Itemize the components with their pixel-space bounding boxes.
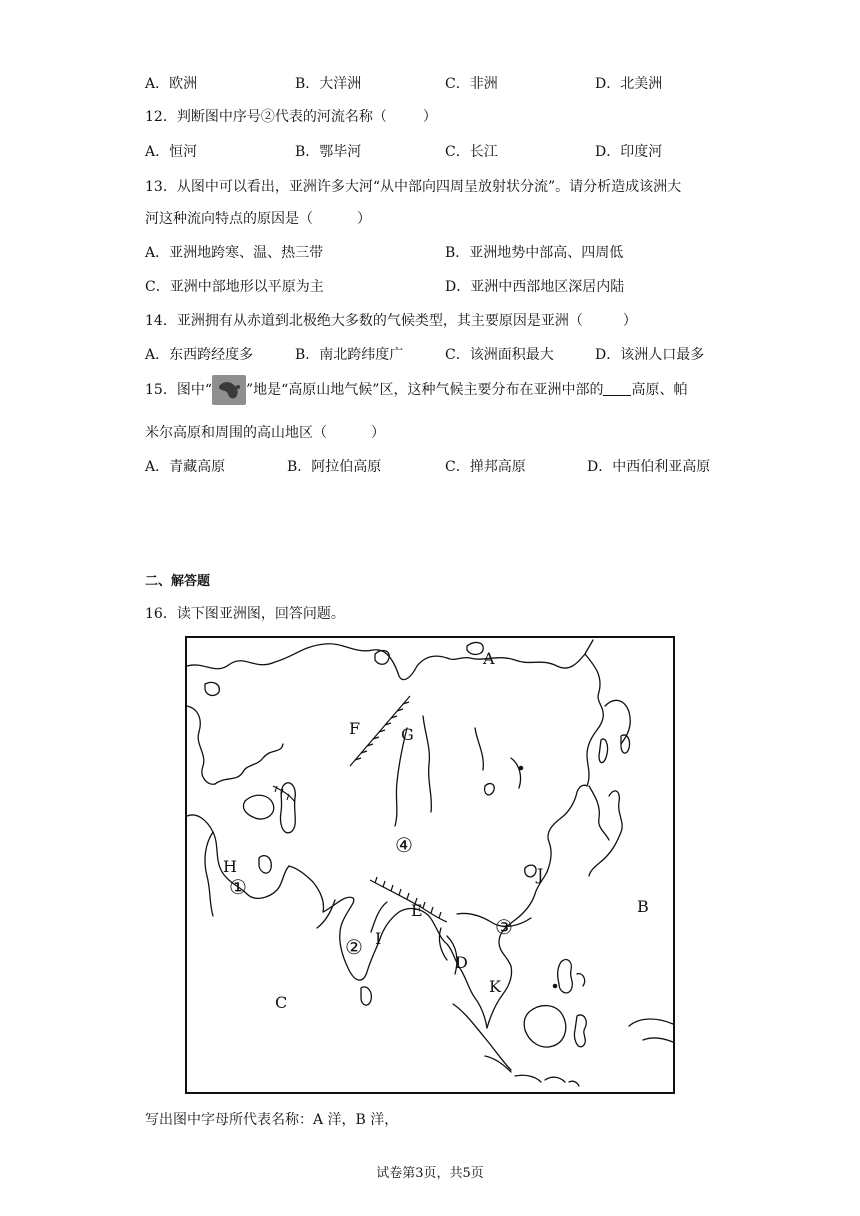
plateau-climate-symbol-icon [212, 375, 246, 405]
q13-line1: 13．从图中可以看出，亚洲许多大河“从中部向四周呈放射状分流”。请分析造成该洲大 [145, 179, 682, 195]
q13-option-a: A．亚洲地跨寒、温、热三带 [145, 245, 324, 261]
q13-option-d: D．亚洲中西部地区深居内陆 [445, 279, 625, 295]
q14-option-b: B．南北跨纬度广 [295, 347, 404, 363]
q13-option-b: B．亚洲地势中部高、四周低 [445, 245, 624, 261]
map-label-i: I [375, 929, 382, 948]
q13-close: ） [357, 211, 371, 227]
q15-option-b: B．阿拉伯高原 [287, 459, 382, 475]
map-label-j: J [537, 865, 544, 884]
asia-map [185, 636, 675, 1094]
q15-question [145, 375, 687, 405]
q11-option-a: A．欧洲 [145, 76, 198, 92]
q14-option-a: A．东西跨经度多 [145, 347, 254, 363]
q15-close: ） [371, 425, 385, 441]
map-label-b: B [637, 897, 649, 916]
q12-text: 12．判断图中序号②代表的河流名称（ [145, 109, 387, 125]
q11-option-d: D．北美洲 [595, 76, 663, 92]
map-label-c: C [275, 993, 288, 1012]
map-label-g: G [401, 725, 414, 744]
q16-answer-line: 写出图中字母所代表名称：A 洋，B 洋， [145, 1112, 399, 1128]
q14-text: 14．亚洲拥有从赤道到北极绝大多数的气候类型，其主要原因是亚洲（ [145, 313, 583, 329]
q12-option-b: B．鄂毕河 [295, 144, 362, 160]
map-label-4: ④ [395, 833, 413, 857]
q12-close: ） [422, 109, 437, 125]
map-label-k: K [489, 977, 501, 996]
q16-question: 16．读下图亚洲图，回答问题。 [145, 606, 345, 622]
q12-option-d: D．印度河 [595, 144, 663, 160]
map-label-a: A [483, 649, 495, 668]
q15-middle: ”地是“高原山地气候”区，这种气候主要分布在亚洲中部的 [245, 382, 604, 398]
map-label-h: H [223, 857, 237, 876]
q12-question [145, 106, 437, 126]
q12-option-c: C．长江 [445, 144, 498, 160]
q13-line2 [145, 208, 371, 228]
q13-text2: 河这种流向特点的原因是（ [145, 211, 313, 227]
map-label-f: F [349, 719, 361, 738]
q15-suffix: 高原、帕 [631, 382, 688, 398]
q14-question [145, 310, 637, 330]
q15-line2 [145, 422, 385, 442]
q11-option-c: C．非洲 [445, 76, 498, 92]
q12-option-a: A．恒河 [145, 144, 198, 160]
q14-option-c: C．该洲面积最大 [445, 347, 554, 363]
section-title: 二、解答题 [145, 574, 211, 589]
q14-close: ） [622, 313, 637, 329]
map-label-2: ② [345, 935, 363, 959]
map-label-1: ① [229, 875, 247, 899]
q15-text2: 米尔高原和周围的高山地区（ [145, 425, 327, 441]
map-label-3: ③ [495, 915, 513, 939]
q15-prefix: 15．图中“ [145, 382, 212, 398]
q15-option-d: D．中西伯利亚高原 [587, 459, 711, 475]
map-label-d: D [455, 953, 468, 972]
q13-option-c: C．亚洲中部地形以平原为主 [145, 279, 324, 295]
q11-option-b: B．大洋洲 [295, 76, 362, 92]
q14-option-d: D．该洲人口最多 [595, 347, 705, 363]
q15-option-c: C．掸邦高原 [445, 459, 526, 475]
page-footer: 试卷第3页，共5页 [376, 1166, 484, 1181]
q15-option-a: A．青藏高原 [145, 459, 226, 475]
map-label-e: E [411, 901, 423, 920]
